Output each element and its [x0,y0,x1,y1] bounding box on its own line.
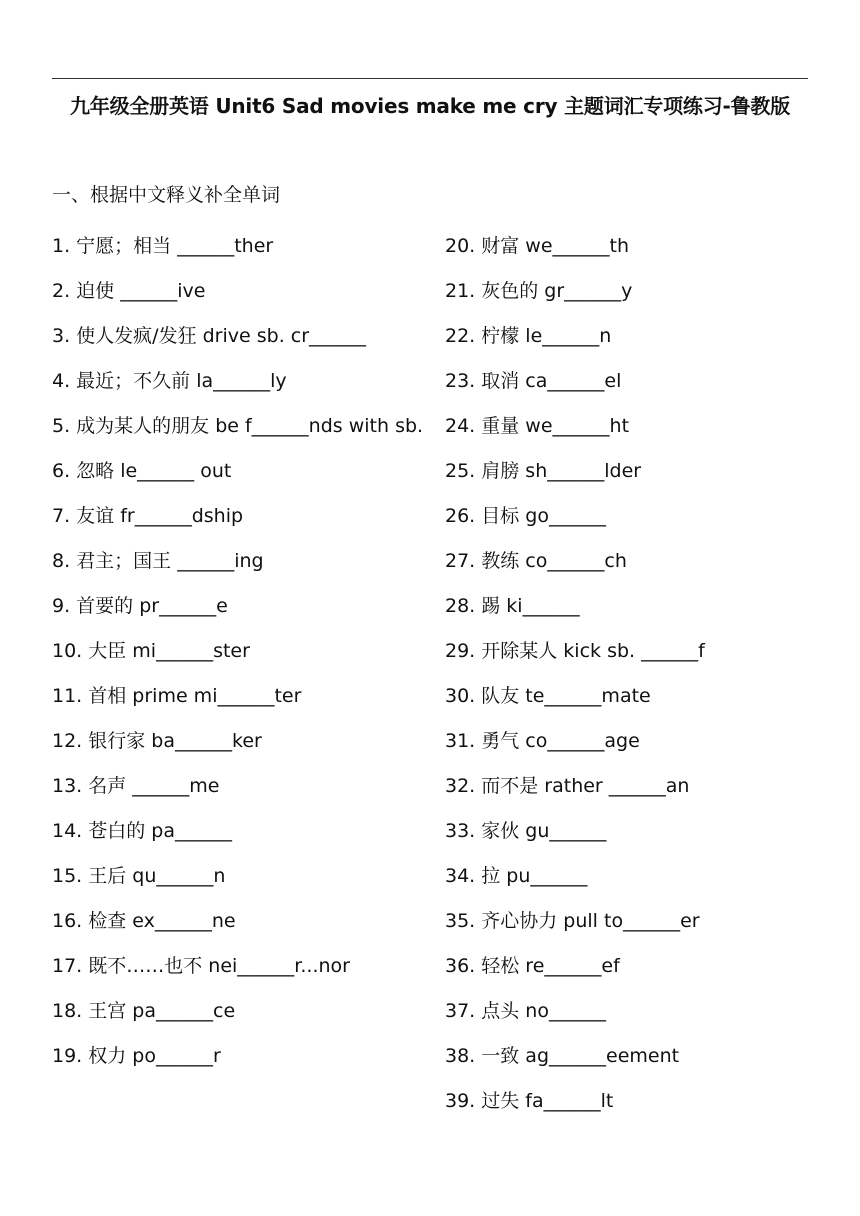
exercise-item-4: 4. 最近；不久前 la______ly [52,370,287,392]
exercise-item-32: 32. 而不是 rather ______an [445,775,690,797]
header-rule [52,78,808,79]
exercise-item-21: 21. 灰色的 gr______y [445,280,633,302]
exercise-item-14: 14. 苍白的 pa______ [52,820,232,842]
exercise-item-27: 27. 教练 co______ch [445,550,627,572]
exercise-item-22: 22. 柠檬 le______n [445,325,612,347]
exercise-item-31: 31. 勇气 co______age [445,730,640,752]
exercise-item-18: 18. 王宫 pa______ce [52,1000,236,1022]
exercise-item-3: 3. 使人发疯/发狂 drive sb. cr______ [52,325,367,347]
exercise-item-17: 17. 既不……也不 nei______r...nor [52,955,350,977]
exercise-item-6: 6. 忽略 le______ out [52,460,232,482]
exercise-item-13: 13. 名声 ______me [52,775,220,797]
exercise-item-19: 19. 权力 po______r [52,1045,221,1067]
exercise-item-38: 38. 一致 ag______eement [445,1045,680,1067]
exercise-item-29: 29. 开除某人 kick sb. ______f [445,640,705,662]
page-title: 九年级全册英语 Unit6 Sad movies make me cry 主题词汇专项练习-鲁教版 [69,94,791,118]
exercise-item-26: 26. 目标 go______ [445,505,606,527]
exercise-item-12: 12. 银行家 ba______ker [52,730,262,752]
exercise-item-24: 24. 重量 we______ht [445,415,630,437]
exercise-item-15: 15. 王后 qu______n [52,865,226,887]
exercise-item-8: 8. 君主；国王 ______ing [52,550,264,572]
exercise-item-34: 34. 拉 pu______ [445,865,588,887]
exercise-item-9: 9. 首要的 pr______e [52,595,228,617]
exercise-item-39: 39. 过失 fa______lt [445,1090,614,1112]
left-column [52,224,432,1079]
exercise-item-23: 23. 取消 ca______el [445,370,622,392]
exercise-item-36: 36. 轻松 re______ef [445,955,620,977]
exercise-item-2: 2. 迫使 ______ive [52,280,206,302]
exercise-item-25: 25. 肩膀 sh______lder [445,460,642,482]
exercise-item-1: 1. 宁愿；相当 ______ther [52,235,274,257]
exercise-item-11: 11. 首相 prime mi______ter [52,685,302,707]
exercise-item-10: 10. 大臣 mi______ster [52,640,250,662]
right-column [445,224,825,1124]
exercise-item-37: 37. 点头 no______ [445,1000,606,1022]
exercise-item-35: 35. 齐心协力 pull to______er [445,910,700,932]
exercise-item-30: 30. 队友 te______mate [445,685,651,707]
section-heading: 一、根据中文释义补全单词 [52,184,281,206]
exercise-item-7: 7. 友谊 fr______dship [52,505,244,527]
exercise-item-28: 28. 踢 ki______ [445,595,580,617]
exercise-item-33: 33. 家伙 gu______ [445,820,607,842]
exercise-item-5: 5. 成为某人的朋友 be f______nds with sb. [52,415,424,437]
exercise-item-20: 20. 财富 we______th [445,235,630,257]
exercise-item-16: 16. 检查 ex______ne [52,910,236,932]
